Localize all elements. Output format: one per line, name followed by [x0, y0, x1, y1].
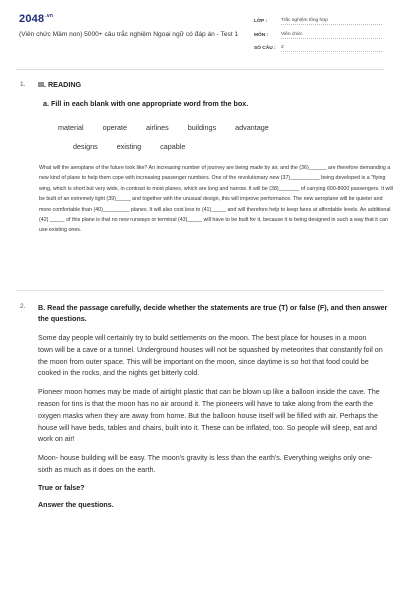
passage-paragraph: Moon- house building will be easy. The moon's gravity is less than the earth's. Everything weighs only one-sixth as much as it does on the earth.	[38, 454, 373, 474]
meta-count-row	[254, 42, 382, 56]
meta-value: Trắc nghiệm tổng hợp	[281, 18, 382, 25]
answer-label: Answer the questions.	[38, 500, 114, 509]
header-divider	[16, 69, 384, 70]
reading-passage	[38, 333, 383, 477]
question-separator	[16, 290, 384, 291]
true-false-label: True or false?	[38, 483, 85, 492]
meta-label: LỚP :	[254, 19, 268, 25]
question-number: 1.	[20, 81, 26, 88]
word-item: buildings	[187, 123, 217, 132]
word-item: advantage	[235, 123, 269, 132]
meta-label: SỐ CÂU :	[254, 46, 276, 52]
word-item: capable	[160, 142, 186, 151]
meta-value: 2	[281, 45, 382, 52]
passage-paragraph: Pioneer moon homes may be made of airtight plastic that can be blown up like a balloon inside the cave. The reason for tins is that the moon has no air around it. The pioneers will have to take along from the earth the oxygen masks when they are away from home. But the balloon house itself will be filled with air. Perhaps the house will have beds, tables and chairs, built into it. These can be inflated, too. So people will sleep, eat and work on air!	[38, 388, 380, 444]
question-2	[20, 302, 390, 509]
reading-passage: What will the aeroplane of the future look like? An increasing number of journey are being made by air, and the (36)______ are therefore demanding a new kind of plane to help them cope with increasing passenger numbers. One of the revolutionary new (37)__________ being developed is a "flying wing, which is short but very wide, in contrast to most planes, which are long and narrow. It will be (38)_______ of carrying 600-8000 passengers. It will be built of an extremely light (39)_____ and together with the unusual design, this will improve performance. The new aeroplane will be quieter and more comfortable than (40)_________ planes. It will also cost less to (41)_____ and will therefore help to keep fares at affordable levels. An additional (42) _____ of this plane is that no new runways or terminal (43)_____ will have to be built for it, because it is being designed in such a way that it can use existing ones.	[39, 165, 393, 234]
word-item: designs	[73, 142, 98, 151]
word-box	[58, 118, 348, 156]
meta-class-row	[254, 15, 382, 29]
meta-label: MÔN :	[254, 32, 269, 38]
question-title: III. READING	[38, 80, 82, 89]
page-header	[0, 0, 400, 66]
meta-subject-row	[254, 29, 382, 43]
meta-value: Viên chức	[281, 32, 382, 39]
word-item: airlines	[145, 123, 169, 132]
question-1	[20, 80, 393, 236]
site-logo[interactable]: $2048^{.vn}$	[19, 13, 54, 25]
word-item: operate	[102, 123, 127, 132]
word-item: material	[58, 123, 84, 132]
test-title: (Viên chức Mầm non) 5000+ câu trắc nghiệm Ngoại ngữ có đáp án - Test 1	[19, 31, 239, 38]
question-number: 2.	[20, 303, 26, 310]
question-title: B. Read the passage carefully, decide whether the statements are true (T) or false (F), and then answer the questions.	[38, 303, 388, 323]
word-item: existing	[116, 142, 142, 151]
test-meta	[254, 15, 382, 56]
question-instruction: a. Fill in each blank with one appropriate word from the box.	[43, 99, 249, 108]
passage-paragraph: Some day people will certainly try to build settlements on the moon. The best place for houses in a moon town will be a cave or a tunnel. Underground houses will not be squashed by meteorites that constantly foil on the moon from outer space. This will be important on the moon, since daytime is so hot that food could be cooked in the rocks, and the nights get bitterly cold.	[38, 334, 383, 378]
